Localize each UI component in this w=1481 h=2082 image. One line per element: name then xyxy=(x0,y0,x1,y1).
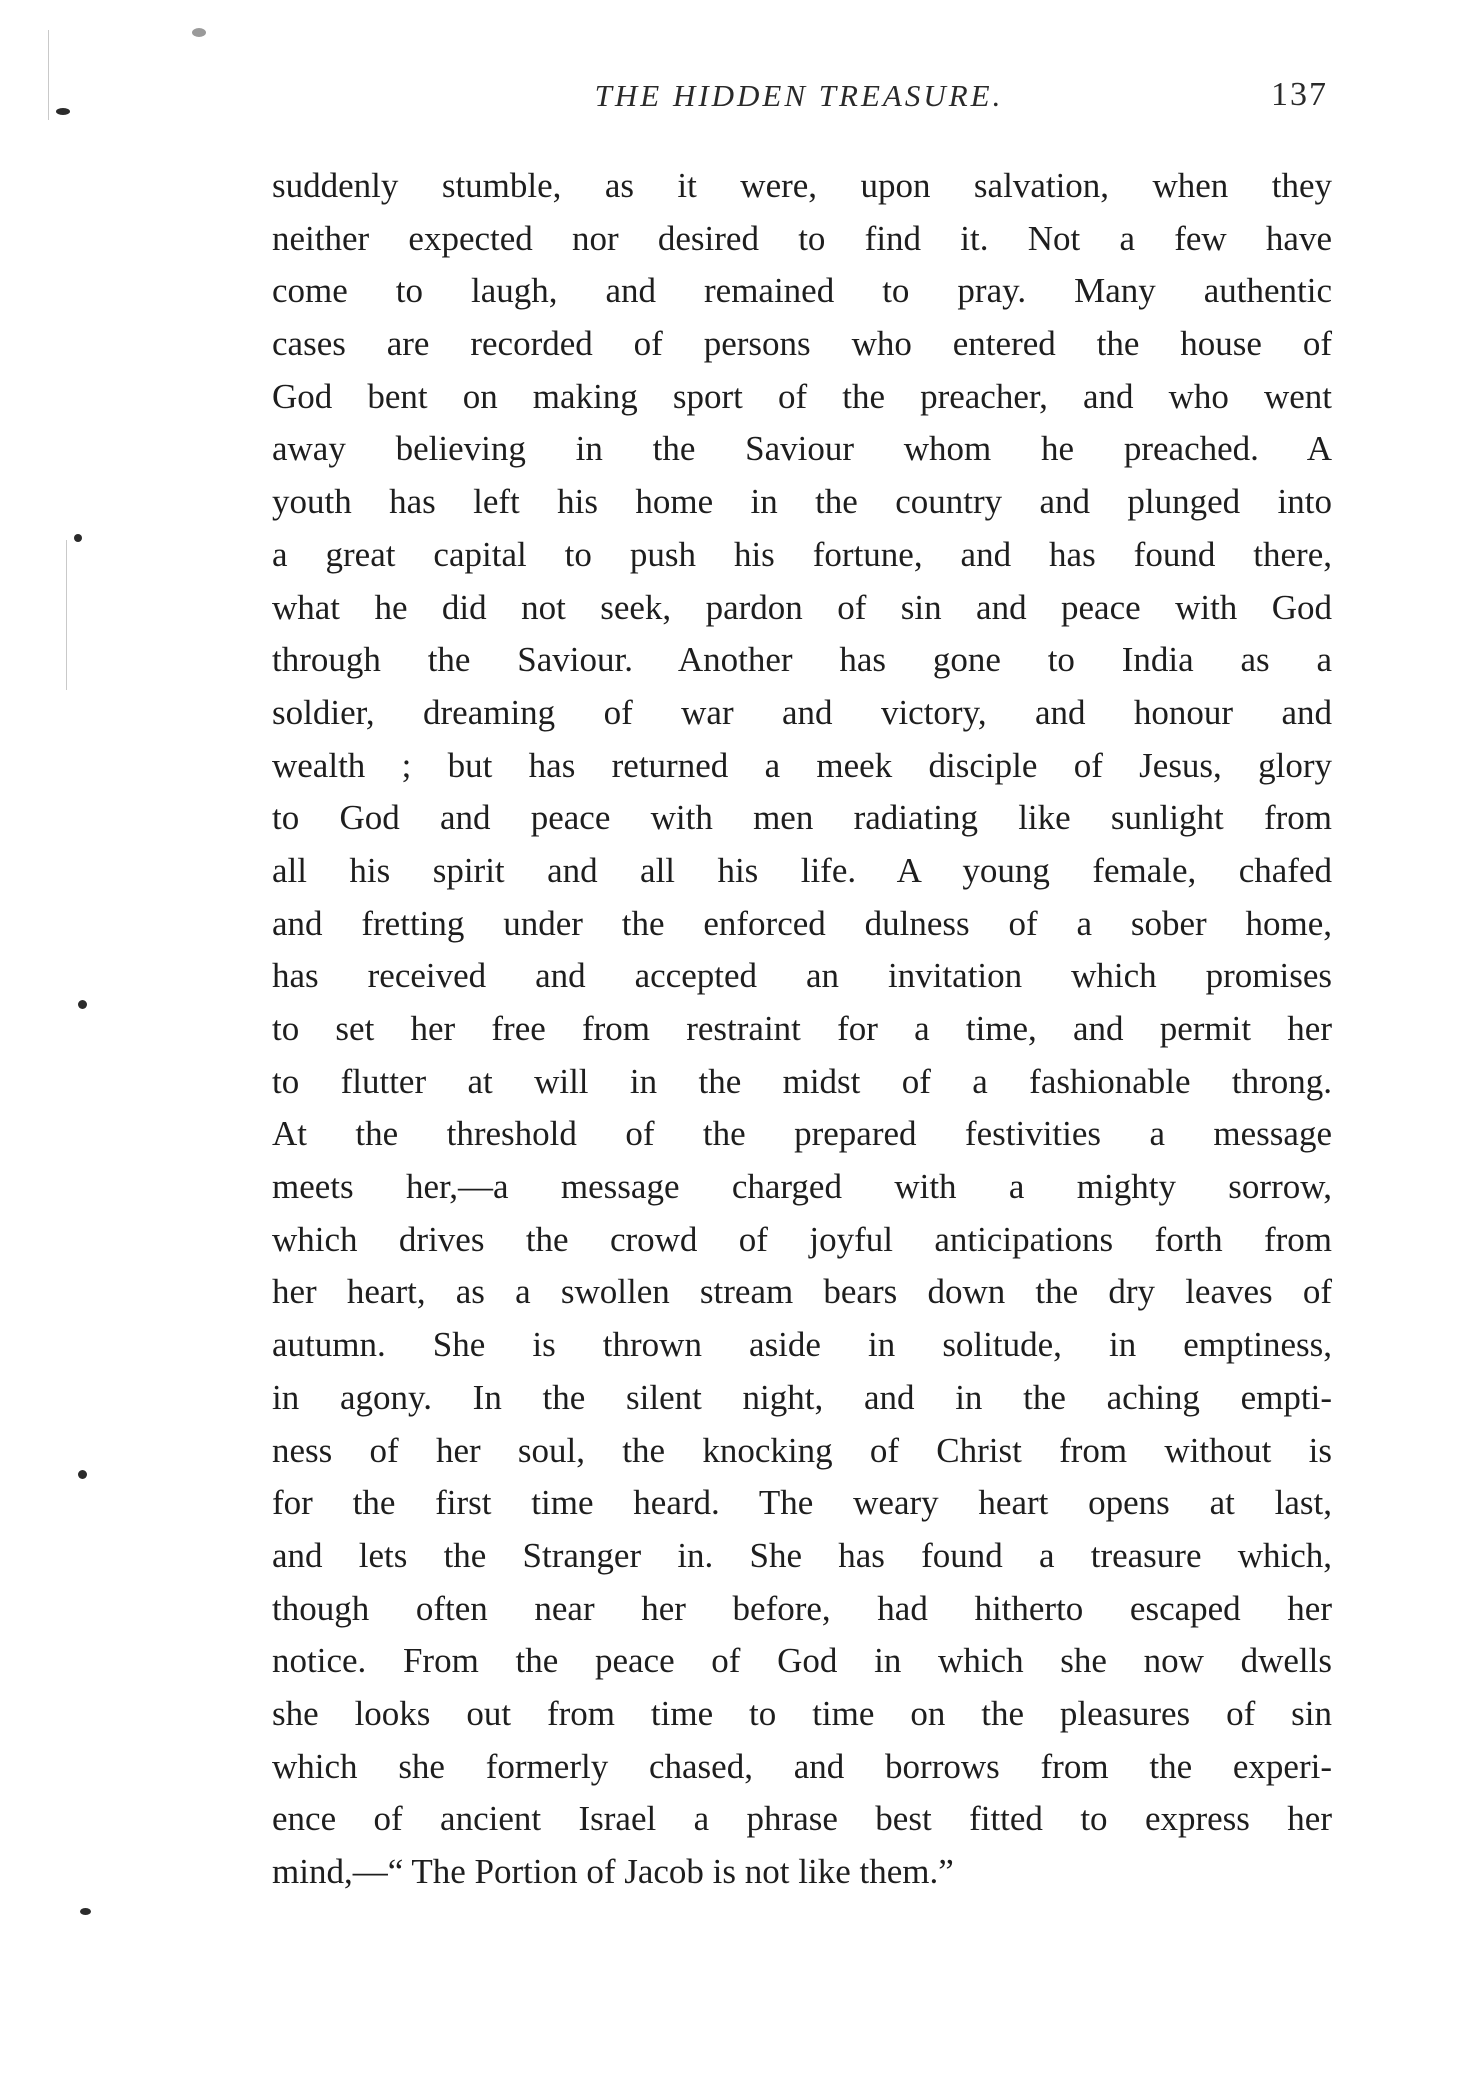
text-line: to set her free from restraint for a time, and permit her xyxy=(272,1009,1332,1048)
text-line: autumn. She is thrown aside in solitude, in emptiness, xyxy=(272,1325,1332,1365)
text-line: soldier, dreaming of war and victory, and honour and xyxy=(272,692,1332,732)
body-paragraph xyxy=(272,160,1332,1899)
text-line: and lets the Stranger in. She has found a treasure which, xyxy=(272,1535,1332,1575)
text-line: mind,—“ The Portion of Jacob is not like them.” xyxy=(272,1852,954,1891)
text-line: her heart, as a swollen stream bears down the dry leaves of xyxy=(272,1272,1332,1312)
text-line: ness of her soul, the knocking of Christ from without is xyxy=(272,1430,1332,1470)
running-title: THE HIDDEN TREASURE. xyxy=(594,78,1004,113)
margin-ink-speck xyxy=(192,28,206,37)
margin-rule xyxy=(48,30,49,120)
text-line: to God and peace with men radiating like sunlight from xyxy=(272,798,1332,838)
text-line: meets her,—a message charged with a mighty sorrow, xyxy=(272,1167,1332,1207)
text-line: all his spirit and all his life. A young female, chafed xyxy=(272,850,1332,890)
text-line: wealth ; but has returned a meek disciple of Jesus, glory xyxy=(272,745,1332,785)
text-line: At the threshold of the prepared festivities a message xyxy=(272,1114,1332,1154)
text-line: youth has left his home in the country and plunged into xyxy=(272,482,1332,522)
text-line: come to laugh, and remained to pray. Many authentic xyxy=(272,271,1332,311)
text-line: cases are recorded of persons who entered the house of xyxy=(272,324,1332,364)
margin-ink-speck xyxy=(78,1470,87,1479)
text-line: a great capital to push his fortune, and has found there, xyxy=(272,534,1332,574)
text-line: away believing in the Saviour whom he preached. A xyxy=(272,429,1332,469)
text-line: suddenly stumble, as it were, upon salvation, when they xyxy=(272,166,1332,205)
text-line: has received and accepted an invitation which promises xyxy=(272,956,1332,996)
text-line: though often near her before, had hitherto escaped her xyxy=(272,1588,1332,1628)
text-line: neither expected nor desired to find it. Not a few have xyxy=(272,218,1332,258)
text-line: to flutter at will in the midst of a fashionable throng. xyxy=(272,1061,1332,1101)
margin-ink-speck xyxy=(74,534,82,542)
text-line: notice. From the peace of God in which she now dwells xyxy=(272,1641,1332,1681)
text-line: through the Saviour. Another has gone to India as a xyxy=(272,640,1332,680)
margin-ink-speck xyxy=(78,1000,87,1009)
text-line: in agony. In the silent night, and in the aching empti- xyxy=(272,1377,1332,1417)
text-line: for the first time heard. The weary heart opens at last, xyxy=(272,1483,1332,1523)
running-head xyxy=(270,78,1328,128)
text-line: she looks out from time to time on the pleasures of sin xyxy=(272,1693,1332,1733)
text-line: and fretting under the enforced dulness of a sober home, xyxy=(272,903,1332,943)
text-line: which drives the crowd of joyful anticipations forth from xyxy=(272,1219,1332,1259)
margin-rule xyxy=(66,540,67,690)
text-line: what he did not seek, pardon of sin and peace with God xyxy=(272,587,1332,627)
margin-ink-speck xyxy=(80,1908,91,1915)
text-line: ence of ancient Israel a phrase best fitted to express her xyxy=(272,1799,1332,1839)
page-number: 137 xyxy=(1271,76,1328,113)
margin-ink-speck xyxy=(56,108,70,115)
text-line: God bent on making sport of the preacher, and who went xyxy=(272,376,1332,416)
text-line: which she formerly chased, and borrows from the experi- xyxy=(272,1746,1332,1786)
